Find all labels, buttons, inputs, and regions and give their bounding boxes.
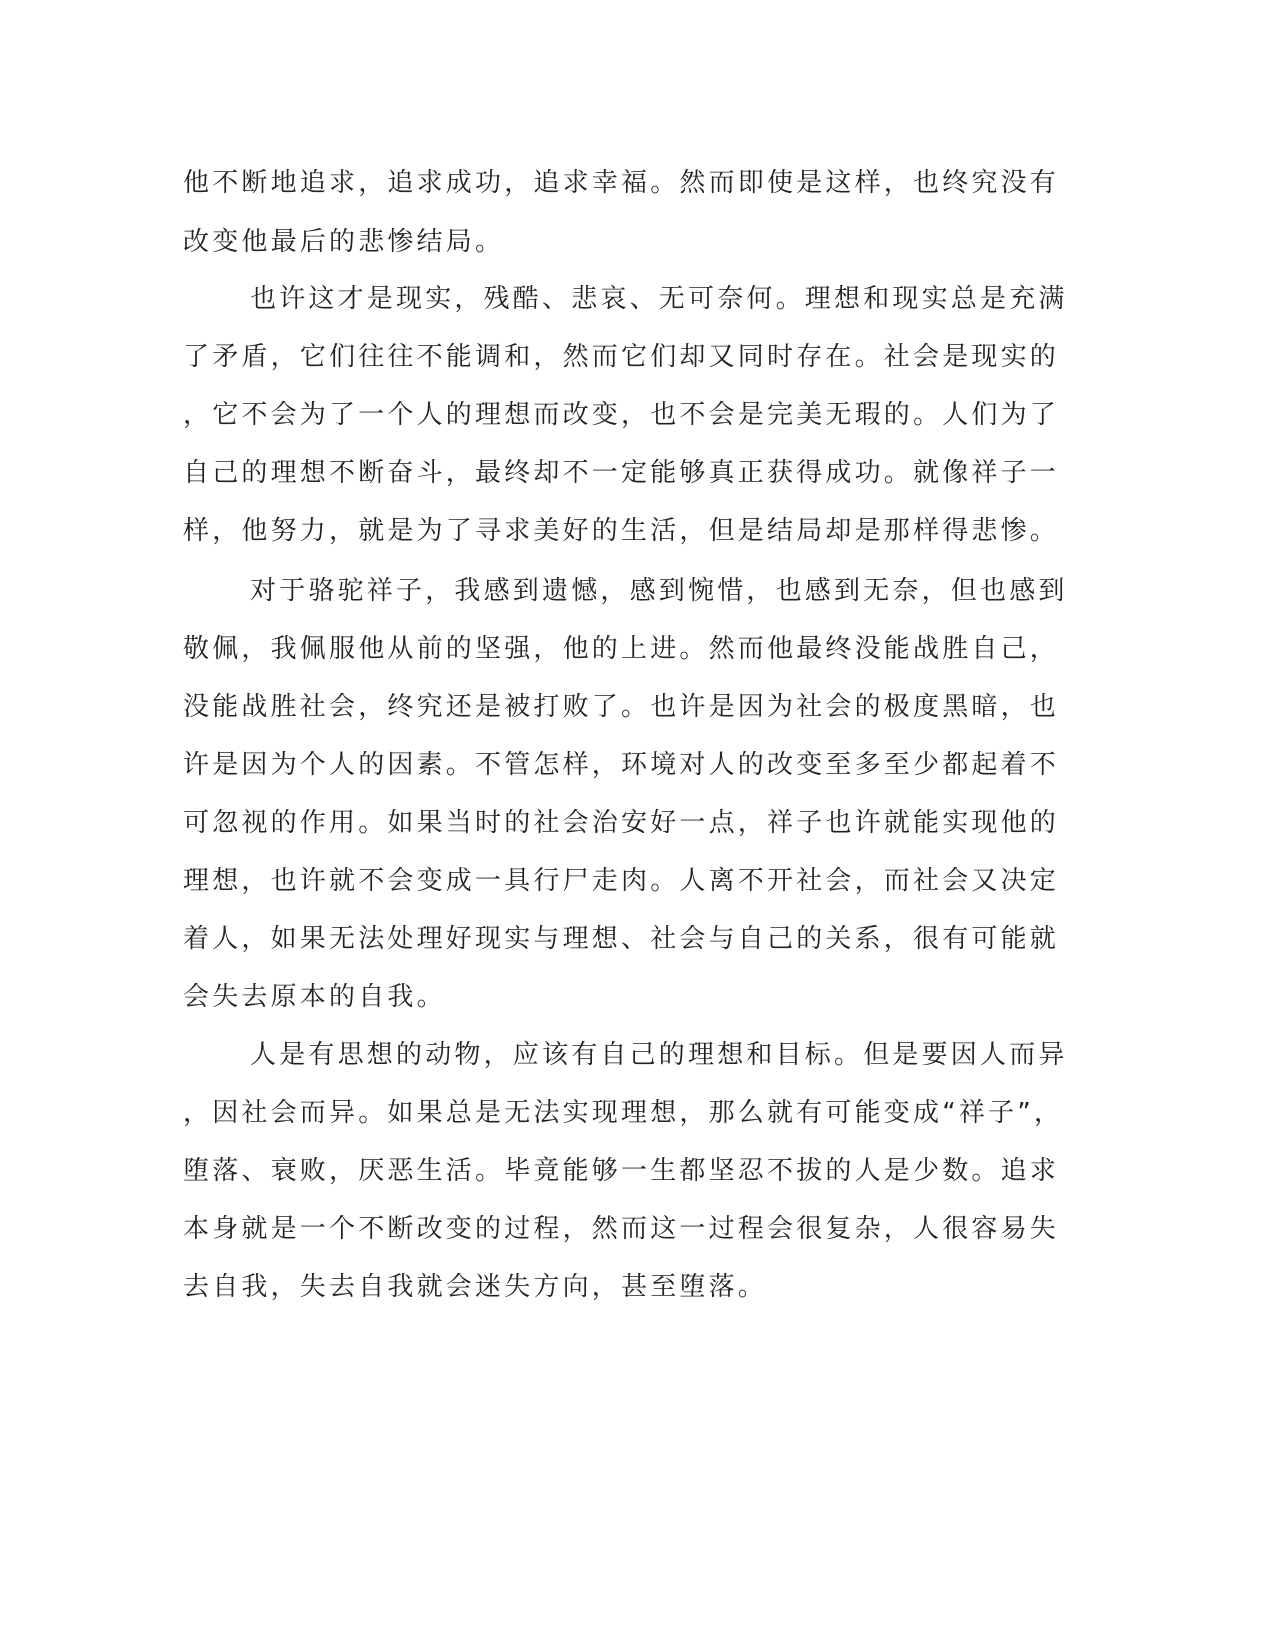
text-line: 可忽视的作用。如果当时的社会治安好一点，祥子也许就能实现他的 (183, 808, 1060, 838)
text-line: 样，他努力，就是为了寻求美好的生活，但是结局却是那样得悲惨。 (183, 516, 1060, 546)
paragraph-first-line: 对于骆驼祥子，我感到遗憾，感到惋惜，也感到无奈，但也感到 (250, 576, 1068, 606)
text-line: 没能战胜社会，终究还是被打败了。也许是因为社会的极度黑暗，也 (183, 692, 1060, 722)
paragraph-first-line: 也许这才是现实，残酷、悲哀、无可奈何。理想和现实总是充满 (250, 284, 1068, 314)
text-line: 去自我，失去自我就会迷失方向，甚至堕落。 (183, 1272, 768, 1302)
text-line: 改变他最后的悲惨结局。 (183, 227, 505, 257)
paragraph-first-line: 人是有思想的动物，应该有自己的理想和目标。但是要因人而异 (250, 1040, 1068, 1070)
text-line: 了矛盾，它们往往不能调和，然而它们却又同时存在。社会是现实的 (183, 342, 1060, 372)
text-line: 本身就是一个不断改变的过程，然而这一过程会很复杂，人很容易失 (183, 1214, 1060, 1244)
text-line: 着人，如果无法处理好现实与理想、社会与自己的关系，很有可能就 (183, 924, 1060, 954)
text-line: 会失去原本的自我。 (183, 982, 446, 1012)
text-line: 堕落、衰败，厌恶生活。毕竟能够一生都坚忍不拔的人是少数。追求 (183, 1156, 1060, 1186)
text-line: 理想，也许就不会变成一具行尸走肉。人离不开社会，而社会又决定 (183, 866, 1060, 896)
text-line: 他不断地追求，追求成功，追求幸福。然而即使是这样，也终究没有 (183, 168, 1060, 198)
text-line: ，因社会而异。如果总是无法实现理想，那么就有可能变成“祥子”， (183, 1098, 1064, 1128)
text-line: 自己的理想不断奋斗，最终却不一定能够真正获得成功。就像祥子一 (183, 458, 1060, 488)
text-line: ，它不会为了一个人的理想而改变，也不会是完美无瑕的。人们为了 (183, 400, 1060, 430)
text-line: 许是因为个人的因素。不管怎样，环境对人的改变至多至少都起着不 (183, 750, 1060, 780)
text-line: 敬佩，我佩服他从前的坚强，他的上进。然而他最终没能战胜自己， (183, 634, 1060, 664)
